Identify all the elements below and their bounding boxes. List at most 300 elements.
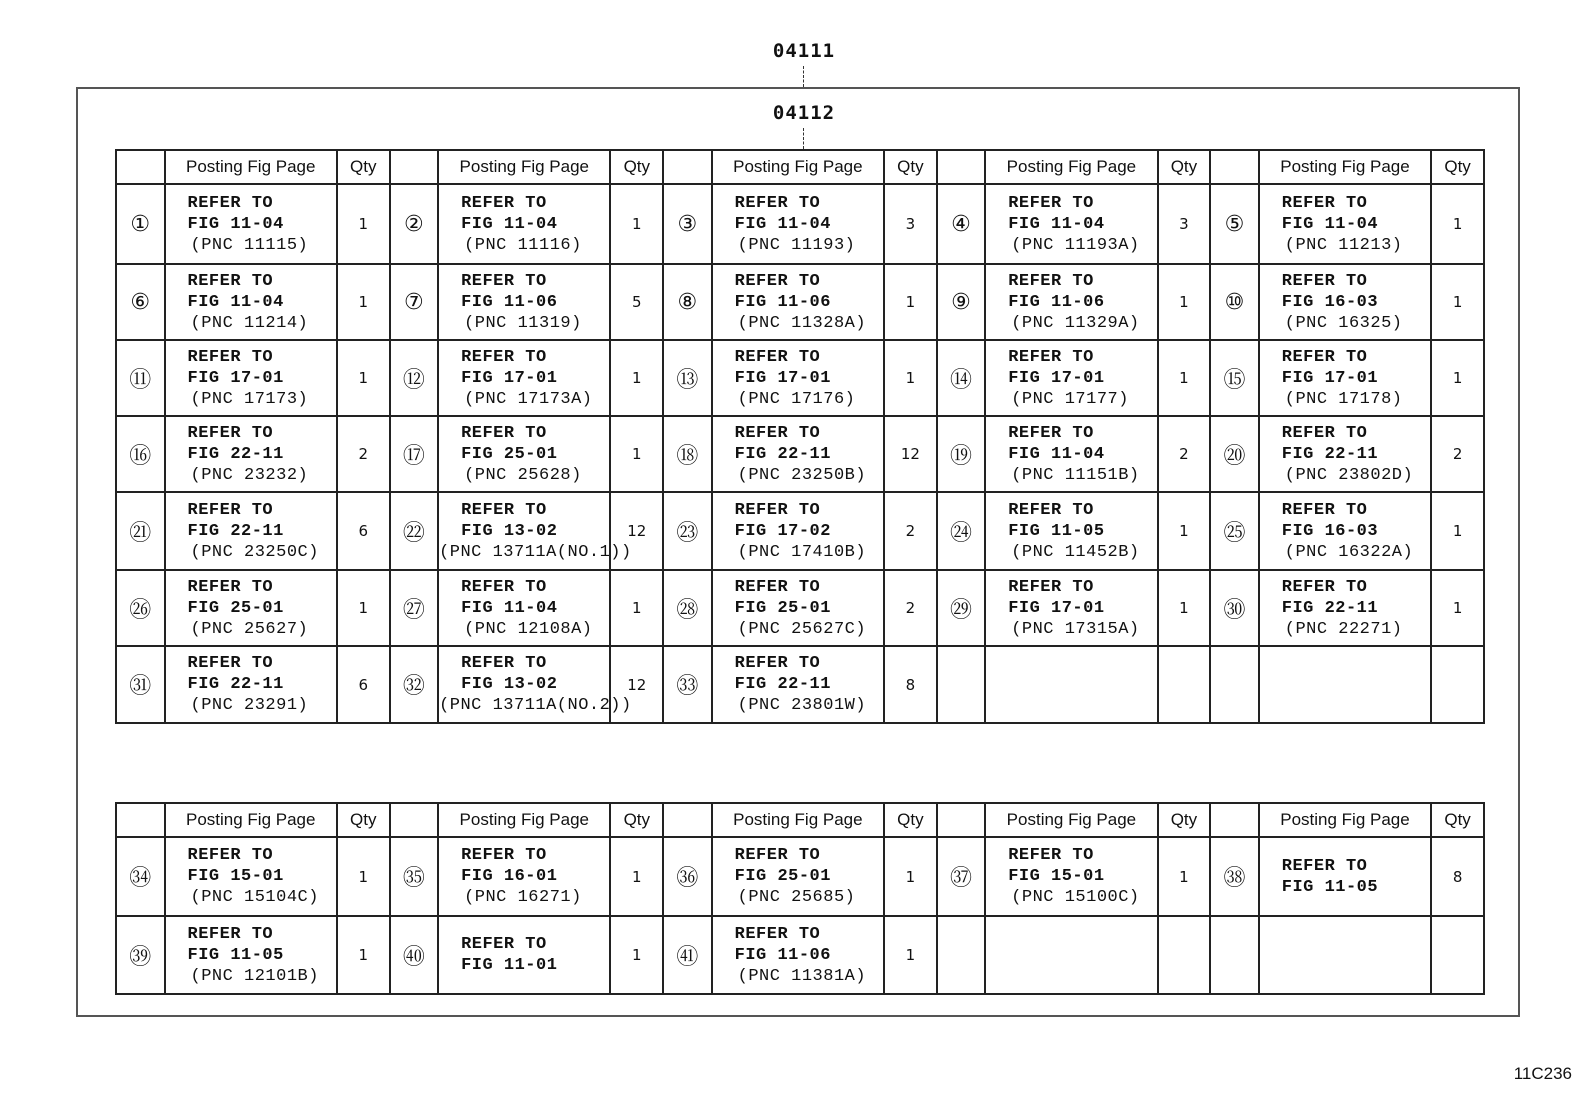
qty-value: 1 (337, 340, 390, 416)
pnc-reference: (PNC 17173) (190, 389, 309, 409)
table-row (116, 916, 1484, 994)
reference-cell (712, 264, 884, 340)
subassembly-code: 04112 (772, 102, 836, 124)
fig-reference: FIG 16-03 (1281, 521, 1379, 541)
reference-cell (438, 264, 610, 340)
refer-to-label: REFER TO (1281, 577, 1368, 597)
parts-table-secondary (115, 802, 1485, 995)
header-qty: Qty (884, 803, 937, 837)
empty-cell (1431, 916, 1484, 994)
refer-to-label: REFER TO (734, 193, 821, 213)
refer-to-label: REFER TO (1008, 423, 1094, 443)
header-posting-fig-page: Posting Fig Page (712, 803, 884, 837)
fig-reference: FIG 16-03 (1281, 292, 1379, 312)
header-posting-fig-page: Posting Fig Page (438, 150, 610, 184)
refer-to-label: REFER TO (461, 271, 547, 291)
item-number: ⑥ (116, 264, 165, 340)
fig-reference: FIG 17-01 (1281, 368, 1379, 388)
pnc-reference: (PNC 23802D) (1284, 465, 1414, 485)
reference-cell (165, 837, 337, 916)
reference-cell (712, 184, 884, 264)
fig-reference: FIG 11-05 (187, 945, 284, 965)
item-number: ㉔ (937, 492, 986, 570)
item-number: ㉙ (937, 570, 986, 646)
reference-cell (985, 340, 1157, 416)
empty-cell (1210, 646, 1259, 723)
fig-reference: FIG 11-04 (187, 214, 284, 234)
refer-to-label: REFER TO (734, 924, 821, 944)
refer-to-label: REFER TO (187, 577, 274, 597)
refer-to-label: REFER TO (1008, 577, 1094, 597)
item-number: ㉛ (116, 646, 165, 723)
header-qty: Qty (610, 150, 663, 184)
qty-value: 2 (884, 570, 937, 646)
item-number: ⑬ (663, 340, 712, 416)
fig-reference: FIG 11-04 (187, 292, 284, 312)
header-num-cell (116, 803, 165, 837)
refer-to-label: REFER TO (1008, 271, 1094, 291)
pnc-reference: (PNC 11193A) (1011, 235, 1140, 255)
qty-value: 1 (1158, 570, 1211, 646)
refer-to-label: REFER TO (734, 347, 821, 367)
qty-value: 1 (1431, 264, 1484, 340)
refer-to-label: REFER TO (461, 577, 547, 597)
reference-cell (985, 416, 1157, 492)
fig-reference: FIG 22-11 (1281, 444, 1379, 464)
header-posting-fig-page: Posting Fig Page (1259, 150, 1431, 184)
fig-reference: FIG 17-01 (461, 368, 558, 388)
refer-to-label: REFER TO (1281, 347, 1368, 367)
header-qty: Qty (1158, 803, 1211, 837)
pnc-reference: (PNC 23232) (190, 465, 309, 485)
reference-cell (1259, 184, 1431, 264)
refer-to-label: REFER TO (1008, 193, 1094, 213)
item-number: ⑲ (937, 416, 986, 492)
fig-reference: FIG 11-06 (734, 292, 831, 312)
fig-reference: FIG 11-01 (461, 956, 558, 975)
refer-to-label: REFER TO (734, 271, 821, 291)
reference-cell (985, 837, 1157, 916)
pnc-reference: (PNC 11214) (190, 313, 309, 333)
header-qty: Qty (884, 150, 937, 184)
fig-reference: FIG 11-04 (461, 214, 558, 234)
item-number: ㉗ (390, 570, 439, 646)
qty-value: 3 (1158, 184, 1211, 264)
pnc-reference: (PNC 23250C) (190, 542, 319, 562)
item-number: ⑳ (1210, 416, 1259, 492)
refer-to-label: REFER TO (734, 577, 821, 597)
pnc-reference: (PNC 12108A) (464, 619, 593, 639)
fig-reference: FIG 22-11 (187, 444, 284, 464)
reference-cell (165, 492, 337, 570)
subassembly-leader-line (803, 128, 804, 149)
fig-reference: FIG 25-01 (187, 598, 284, 618)
qty-value: 1 (610, 340, 663, 416)
pnc-reference: (PNC 23291) (190, 696, 309, 715)
pnc-reference: (PNC 11213) (1284, 235, 1403, 255)
reference-cell (985, 570, 1157, 646)
fig-reference: FIG 25-01 (461, 444, 558, 464)
item-number: ㉜ (390, 646, 439, 723)
pnc-reference: (PNC 11151B) (1011, 465, 1140, 485)
reference-cell (438, 570, 610, 646)
reference-cell (712, 492, 884, 570)
fig-reference: FIG 17-01 (1008, 598, 1105, 618)
item-number: ㉞ (116, 837, 165, 916)
refer-to-label: REFER TO (187, 423, 274, 443)
pnc-reference: (PNC 17315A) (1011, 619, 1140, 639)
item-number: ㊳ (1210, 837, 1259, 916)
pnc-reference: (PNC 17176) (737, 389, 856, 409)
refer-to-label: REFER TO (461, 347, 547, 367)
qty-value: 2 (1158, 416, 1211, 492)
qty-value: 1 (884, 264, 937, 340)
header-num-cell (937, 150, 986, 184)
refer-to-label: REFER TO (1281, 500, 1368, 520)
qty-value: 2 (337, 416, 390, 492)
pnc-reference: (PNC 11452B) (1011, 542, 1140, 562)
header-posting-fig-page: Posting Fig Page (985, 803, 1157, 837)
header-qty: Qty (610, 803, 663, 837)
pnc-reference: (PNC 17177) (1011, 389, 1129, 409)
refer-to-label: REFER TO (461, 423, 547, 443)
header-posting-fig-page: Posting Fig Page (1259, 803, 1431, 837)
reference-cell (1259, 264, 1431, 340)
pnc-reference: (PNC 23801W) (737, 696, 867, 715)
item-number: ⑪ (116, 340, 165, 416)
fig-reference: FIG 25-01 (734, 598, 831, 618)
fig-reference: FIG 13-02 (461, 521, 558, 541)
item-number: ㉚ (1210, 570, 1259, 646)
header-posting-fig-page: Posting Fig Page (985, 150, 1157, 184)
fig-reference: FIG 11-06 (1008, 292, 1105, 312)
header-num-cell (116, 150, 165, 184)
reference-cell (438, 916, 610, 994)
fig-reference: FIG 16-01 (461, 867, 558, 886)
qty-value: 8 (1431, 837, 1484, 916)
qty-value: 1 (610, 570, 663, 646)
refer-to-label: REFER TO (734, 423, 821, 443)
empty-cell (985, 916, 1157, 994)
reference-cell (438, 837, 610, 916)
header-num-cell (663, 150, 712, 184)
fig-reference: FIG 11-04 (461, 598, 558, 618)
header-qty: Qty (1431, 150, 1484, 184)
table-row (116, 837, 1484, 916)
refer-to-label: REFER TO (461, 846, 547, 865)
item-number: ㉟ (390, 837, 439, 916)
refer-to-label: REFER TO (187, 846, 274, 865)
assembly-leader-line (803, 66, 804, 87)
item-number: ㊱ (663, 837, 712, 916)
refer-to-label: REFER TO (187, 654, 274, 673)
empty-cell (1210, 916, 1259, 994)
reference-cell (1259, 416, 1431, 492)
pnc-reference: (PNC 25627) (190, 619, 309, 639)
refer-to-label: REFER TO (1281, 271, 1368, 291)
table-row (116, 184, 1484, 264)
fig-reference: FIG 22-11 (734, 675, 831, 694)
item-number: ㉝ (663, 646, 712, 723)
qty-value: 1 (337, 184, 390, 264)
fig-reference: FIG 17-01 (1008, 368, 1105, 388)
pnc-reference: (PNC 11193) (737, 235, 856, 255)
qty-value: 2 (884, 492, 937, 570)
item-number: ⑤ (1210, 184, 1259, 264)
reference-cell (165, 646, 337, 723)
refer-to-label: REFER TO (1281, 423, 1368, 443)
reference-cell (165, 184, 337, 264)
header-qty: Qty (1431, 803, 1484, 837)
reference-cell (165, 416, 337, 492)
item-number: ㉘ (663, 570, 712, 646)
qty-value: 1 (337, 570, 390, 646)
qty-value: 1 (1158, 264, 1211, 340)
qty-value: 1 (337, 264, 390, 340)
reference-cell (165, 264, 337, 340)
fig-reference: FIG 17-01 (187, 368, 284, 388)
pnc-reference: (PNC 16325) (1284, 313, 1403, 333)
refer-to-label: REFER TO (187, 500, 274, 520)
fig-reference: FIG 15-01 (187, 867, 284, 886)
pnc-reference: (PNC 11329A) (1011, 313, 1140, 333)
qty-value: 1 (884, 837, 937, 916)
header-posting-fig-page: Posting Fig Page (165, 803, 337, 837)
fig-reference: FIG 22-11 (1281, 598, 1379, 618)
qty-value: 1 (884, 340, 937, 416)
parts-table-main (115, 149, 1485, 724)
empty-cell (1259, 916, 1431, 994)
table-header-row (116, 150, 1484, 184)
reference-cell (1259, 837, 1431, 916)
item-number: ⑭ (937, 340, 986, 416)
item-number: ㊶ (663, 916, 712, 994)
qty-value: 6 (337, 492, 390, 570)
table-row (116, 646, 1484, 723)
fig-reference: FIG 11-04 (1008, 214, 1105, 234)
header-posting-fig-page: Posting Fig Page (165, 150, 337, 184)
qty-value: 1 (1431, 340, 1484, 416)
header-num-cell (1210, 803, 1259, 837)
reference-cell (1259, 340, 1431, 416)
item-number: ⑱ (663, 416, 712, 492)
refer-to-label: REFER TO (1281, 193, 1368, 213)
qty-value: 12 (610, 492, 663, 570)
pnc-reference: (PNC 13711A(NO.2)) (439, 696, 632, 715)
item-number: ② (390, 184, 439, 264)
fig-reference: FIG 11-05 (1281, 877, 1379, 897)
qty-value: 1 (337, 837, 390, 916)
fig-reference: FIG 11-04 (1008, 444, 1105, 464)
fig-reference: FIG 25-01 (734, 867, 831, 886)
item-number: ① (116, 184, 165, 264)
fig-reference: FIG 11-05 (1008, 521, 1105, 541)
table-row (116, 492, 1484, 570)
assembly-code: 04111 (772, 40, 836, 62)
header-num-cell (390, 803, 439, 837)
empty-cell (1158, 646, 1211, 723)
item-number: ⑦ (390, 264, 439, 340)
reference-cell (438, 340, 610, 416)
fig-reference: FIG 22-11 (187, 521, 284, 541)
refer-to-label: REFER TO (1281, 856, 1368, 876)
item-number: ⑩ (1210, 264, 1259, 340)
item-number: ⑮ (1210, 340, 1259, 416)
qty-value: 1 (884, 916, 937, 994)
qty-value: 1 (610, 916, 663, 994)
fig-reference: FIG 11-06 (461, 292, 558, 312)
refer-to-label: REFER TO (734, 500, 821, 520)
refer-to-label: REFER TO (187, 193, 274, 213)
qty-value: 5 (610, 264, 663, 340)
empty-cell (985, 646, 1157, 723)
fig-reference: FIG 17-02 (734, 521, 831, 541)
reference-cell (438, 492, 632, 570)
reference-cell (165, 916, 337, 994)
pnc-reference: (PNC 16271) (464, 888, 582, 907)
item-number: ㉓ (663, 492, 712, 570)
qty-value: 8 (884, 646, 937, 723)
reference-cell (165, 340, 337, 416)
header-num-cell (937, 803, 986, 837)
qty-value: 12 (884, 416, 937, 492)
pnc-reference: (PNC 13711A(NO.1)) (439, 542, 632, 562)
header-qty: Qty (337, 803, 390, 837)
pnc-reference: (PNC 11319) (464, 313, 582, 333)
qty-value: 2 (1431, 416, 1484, 492)
reference-cell (438, 416, 610, 492)
header-posting-fig-page: Posting Fig Page (438, 803, 610, 837)
fig-reference: FIG 11-06 (734, 945, 831, 965)
table-row (116, 264, 1484, 340)
pnc-reference: (PNC 25627C) (737, 619, 867, 639)
qty-value: 3 (884, 184, 937, 264)
qty-value: 6 (337, 646, 390, 723)
header-posting-fig-page: Posting Fig Page (712, 150, 884, 184)
item-number: ③ (663, 184, 712, 264)
pnc-reference: (PNC 11328A) (737, 313, 867, 333)
refer-to-label: REFER TO (187, 924, 274, 944)
reference-cell (985, 184, 1157, 264)
header-qty: Qty (337, 150, 390, 184)
refer-to-label: REFER TO (461, 935, 547, 954)
header-num-cell (390, 150, 439, 184)
refer-to-label: REFER TO (461, 654, 547, 673)
item-number: ⑫ (390, 340, 439, 416)
qty-value: 1 (1431, 492, 1484, 570)
refer-to-label: REFER TO (734, 846, 821, 865)
empty-cell (937, 916, 986, 994)
qty-value: 1 (1431, 570, 1484, 646)
item-number: ㉖ (116, 570, 165, 646)
pnc-reference: (PNC 16322A) (1284, 542, 1414, 562)
item-number: ㊴ (116, 916, 165, 994)
table-row (116, 340, 1484, 416)
empty-cell (1259, 646, 1431, 723)
fig-reference: FIG 11-04 (734, 214, 831, 234)
reference-cell (712, 837, 884, 916)
fig-reference: FIG 15-01 (1008, 867, 1105, 886)
reference-cell (438, 184, 610, 264)
item-number: ㊵ (390, 916, 439, 994)
qty-value: 12 (610, 646, 663, 723)
pnc-reference: (PNC 22271) (1284, 619, 1403, 639)
pnc-reference: (PNC 12101B) (190, 966, 319, 986)
item-number: ④ (937, 184, 986, 264)
pnc-reference: (PNC 25628) (464, 465, 582, 485)
pnc-reference: (PNC 17178) (1284, 389, 1403, 409)
item-number: ㊲ (937, 837, 986, 916)
refer-to-label: REFER TO (187, 271, 274, 291)
qty-value: 1 (1431, 184, 1484, 264)
reference-cell (712, 416, 884, 492)
refer-to-label: REFER TO (734, 654, 821, 673)
qty-value: 1 (610, 184, 663, 264)
fig-reference: FIG 22-11 (187, 675, 284, 694)
table-row (116, 570, 1484, 646)
reference-cell (712, 646, 884, 723)
item-number: ⑰ (390, 416, 439, 492)
reference-cell (165, 570, 337, 646)
pnc-reference: (PNC 25685) (737, 888, 856, 907)
refer-to-label: REFER TO (1008, 347, 1094, 367)
item-number: ⑧ (663, 264, 712, 340)
pnc-reference: (PNC 11115) (190, 235, 309, 255)
header-qty: Qty (1158, 150, 1211, 184)
qty-value: 1 (1158, 837, 1211, 916)
qty-value: 1 (610, 837, 663, 916)
reference-cell (438, 646, 632, 723)
pnc-reference: (PNC 15100C) (1011, 888, 1140, 907)
refer-to-label: REFER TO (1008, 500, 1094, 520)
refer-to-label: REFER TO (187, 347, 274, 367)
qty-value: 1 (1158, 340, 1211, 416)
figure-code: 11C236 (1513, 1064, 1572, 1083)
qty-value: 1 (610, 416, 663, 492)
reference-cell (712, 570, 884, 646)
item-number: ⑯ (116, 416, 165, 492)
pnc-reference: (PNC 17173A) (464, 389, 593, 409)
reference-cell (985, 492, 1157, 570)
refer-to-label: REFER TO (461, 193, 547, 213)
fig-reference: FIG 17-01 (734, 368, 831, 388)
refer-to-label: REFER TO (1008, 846, 1094, 865)
pnc-reference: (PNC 15104C) (190, 888, 319, 907)
fig-reference: FIG 13-02 (461, 675, 558, 694)
refer-to-label: REFER TO (461, 500, 547, 520)
reference-cell (1259, 492, 1431, 570)
reference-cell (1259, 570, 1431, 646)
fig-reference: FIG 22-11 (734, 444, 831, 464)
reference-cell (985, 264, 1157, 340)
table-row (116, 416, 1484, 492)
pnc-reference: (PNC 11381A) (737, 966, 867, 986)
pnc-reference: (PNC 23250B) (737, 465, 867, 485)
pnc-reference: (PNC 17410B) (737, 542, 867, 562)
reference-cell (712, 916, 884, 994)
empty-cell (1158, 916, 1211, 994)
empty-cell (1431, 646, 1484, 723)
qty-value: 1 (1158, 492, 1211, 570)
header-num-cell (663, 803, 712, 837)
pnc-reference: (PNC 11116) (464, 235, 582, 255)
item-number: ㉑ (116, 492, 165, 570)
table-header-row (116, 803, 1484, 837)
item-number: ㉒ (390, 492, 439, 570)
item-number: ⑨ (937, 264, 986, 340)
header-num-cell (1210, 150, 1259, 184)
empty-cell (937, 646, 986, 723)
